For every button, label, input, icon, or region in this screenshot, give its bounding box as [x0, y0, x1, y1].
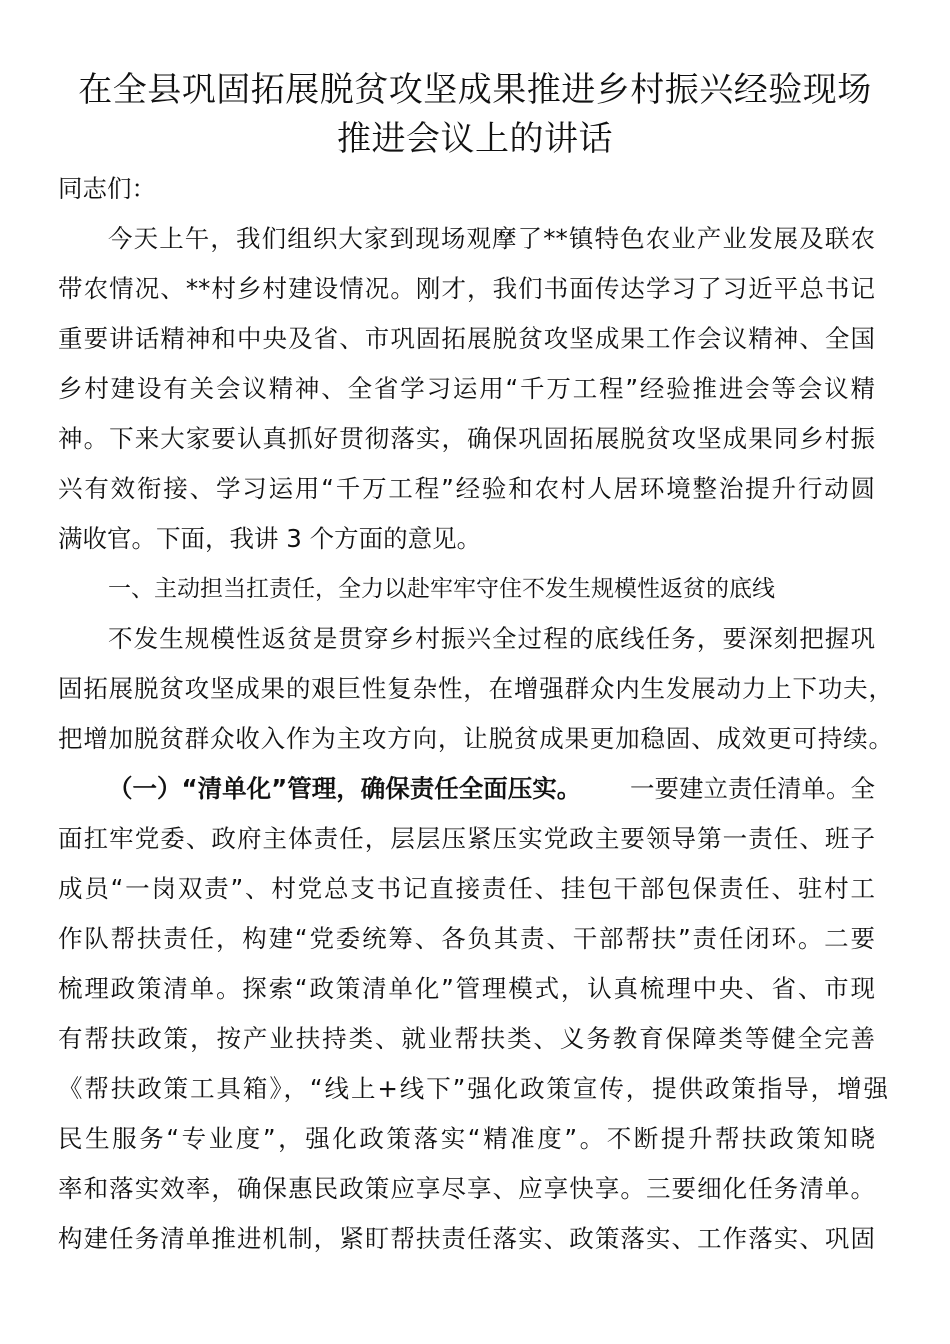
subsection-heading: （一）“清单化”管理，确保责任全面压实。 [108, 774, 582, 803]
document-title-line-1: 在全县巩固拓展脱贫攻坚成果推进乡村振兴经验现场 [78, 70, 872, 110]
subsection-line: 民生服务“专业度”，强化政策落实“精准度”。不断提升帮扶政策知晓 [58, 1124, 875, 1153]
section-heading: 一、主动担当扛责任，全力以赴牢牢守住不发生规模性返贫的底线 [108, 576, 775, 602]
intro-line: 满收官。下面，我讲 3 个方面的意见。 [58, 524, 482, 553]
subsection-first-line-rest: 一要建立责任清单。全 [630, 774, 875, 803]
subsection-line: 面扛牢党委、政府主体责任，层层压紧压实党政主要领导第一责任、班子 [58, 824, 875, 853]
section-line: 不发生规模性返贫是贯穿乡村振兴全过程的底线任务，要深刻把握巩 [108, 624, 875, 653]
intro-line: 重要讲话精神和中央及省、市巩固拓展脱贫攻坚成果工作会议精神、全国 [58, 324, 875, 353]
document-title-line-2: 推进会议上的讲话 [337, 119, 613, 159]
intro-line: 乡村建设有关会议精神、全省学习运用“千万工程”经验推进会等会议精 [58, 374, 875, 403]
subsection-line: 构建任务清单推进机制，紧盯帮扶责任落实、政策落实、工作落实、巩固 [58, 1224, 875, 1253]
intro-line: 带农情况、**村乡村建设情况。刚才，我们书面传达学习了习近平总书记 [58, 274, 875, 303]
salutation: 同志们： [58, 174, 156, 203]
section-line: 固拓展脱贫攻坚成果的艰巨性复杂性，在增强群众内生发展动力上下功夫， [58, 674, 893, 703]
subsection-line: 作队帮扶责任，构建“党委统筹、各负其责、干部帮扶”责任闭环。二要 [58, 924, 875, 953]
subsection-first-line [108, 772, 875, 806]
subsection-line: 成员“一岗双责”、村党总支书记直接责任、挂包干部包保责任、驻村工 [58, 874, 875, 903]
subsection-line: 梳理政策清单。探索“政策清单化”管理模式，认真梳理中央、省、市现 [58, 974, 875, 1003]
subsection-line: 《帮扶政策工具箱》，“线上+线下”强化政策宣传，提供政策指导，增强 [58, 1074, 888, 1103]
intro-line: 今天上午，我们组织大家到现场观摩了**镇特色农业产业发展及联农 [108, 224, 875, 253]
subsection-line: 有帮扶政策，按产业扶持类、就业帮扶类、义务教育保障类等健全完善 [58, 1024, 875, 1053]
subsection-line: 率和落实效率，确保惠民政策应享尽享、应享快享。三要细化任务清单。 [58, 1174, 875, 1203]
intro-line: 兴有效衔接、学习运用“千万工程”经验和农村人居环境整治提升行动圆 [58, 474, 875, 503]
intro-line: 神。下来大家要认真抓好贯彻落实，确保巩固拓展脱贫攻坚成果同乡村振 [58, 424, 875, 453]
section-line: 把增加脱贫群众收入作为主攻方向，让脱贫成果更加稳固、成效更可持续。 [58, 724, 893, 753]
